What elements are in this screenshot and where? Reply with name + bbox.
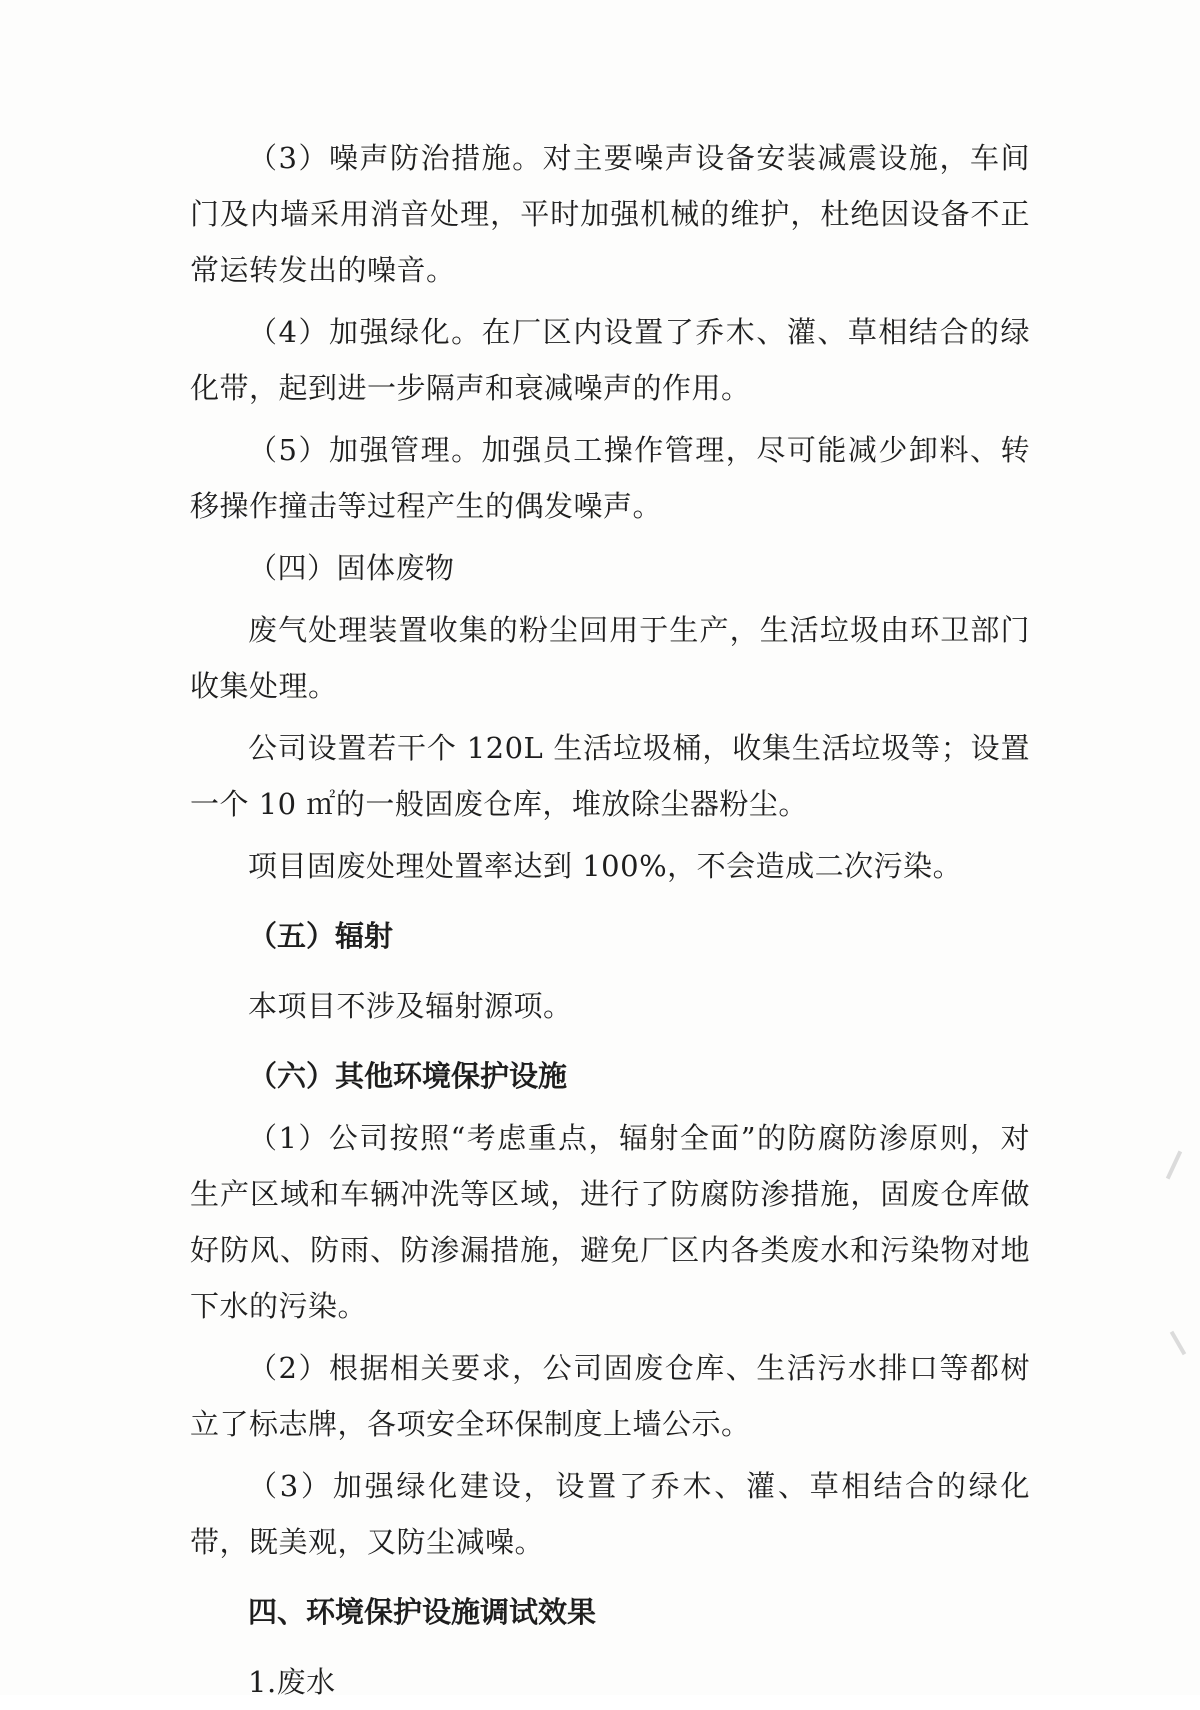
paragraph-noise-measures: （3）噪声防治措施。对主要噪声设备安装减震设施，车间门及内墙采用消音处理，平时加强机械的维护，杜绝因设备不正常运转发出的噪音。 [190, 141, 1030, 287]
paragraph-solid-waste-rate: 项目固废处理处置率达到 100%，不会造成二次污染。 [248, 849, 963, 883]
paragraph-greening: （4）加强绿化。在厂区内设置了乔木、灌、草相结合的绿化带，起到进一步隔声和衰减噪声的作用。 [190, 315, 1030, 405]
document-body [190, 130, 1030, 1710]
section-heading-solid-waste: （四）固体废物 [248, 551, 455, 585]
paragraph-solid-waste-dust: 废气处理装置收集的粉尘回用于生产，生活垃圾由环卫部门收集处理。 [190, 613, 1030, 703]
paragraph-solid-waste-bins: 公司设置若干个 120L 生活垃圾桶，收集生活垃圾等；设置一个 10 ㎡的一般固废仓库，堆放除尘器粉尘。 [190, 731, 1030, 821]
paragraph-anti-seepage: （1）公司按照“考虑重点，辐射全面”的防腐防渗原则，对生产区域和车辆冲洗等区域，进行了防腐防渗措施，固废仓库做好防风、防雨、防渗漏措施，避免厂区内各类废水和污染物对地下水的污染。 [190, 1121, 1030, 1323]
section-heading-radiation: （五）辐射 [248, 919, 394, 953]
paragraph-management: （5）加强管理。加强员工操作管理，尽可能减少卸料、转移操作撞击等过程产生的偶发噪声。 [190, 433, 1030, 523]
subsection-heading-wastewater: 1.废水 [248, 1665, 336, 1699]
section-heading-other-facilities: （六）其他环境保护设施 [248, 1059, 568, 1093]
scan-artifact-mark [1170, 1331, 1186, 1356]
scan-artifact-mark [1166, 1151, 1182, 1180]
chapter-heading-commissioning-effects: 四、环境保护设施调试效果 [248, 1595, 597, 1629]
paragraph-radiation: 本项目不涉及辐射源项。 [248, 989, 573, 1023]
paragraph-signage: （2）根据相关要求，公司固废仓库、生活污水排口等都树立了标志牌，各项安全环保制度上墙公示。 [190, 1351, 1030, 1441]
paragraph-greening-construction: （3）加强绿化建设，设置了乔木、灌、草相结合的绿化带，既美观，又防尘减噪。 [190, 1469, 1030, 1559]
